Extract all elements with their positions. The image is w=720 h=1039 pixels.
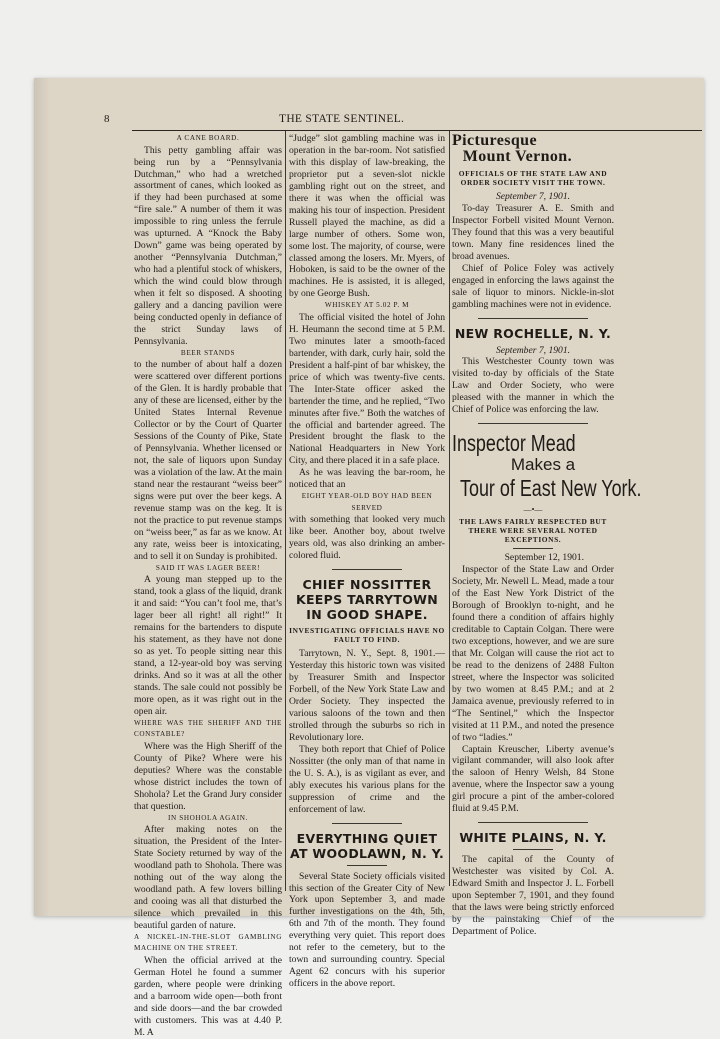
section-head-whiskey: WHISKEY AT 5.02 P. M (324, 301, 410, 310)
article-paragraph: After making notes on the situation, the President of the Inter-State Society returned by way of the woodland path to Shohola. There was nothing out of the way along the woodland path. A few lovers billing and cooing was all that disturbed the silence which prevailed in this beautiful garden of nature. (134, 824, 282, 931)
dateline-inspector-mead: September 12, 1901. (504, 552, 584, 564)
headline-white-plains: WHITE PLAINS, N. Y. (459, 830, 607, 846)
deck-tarrytown: INVESTIGATING OFFICIALS HAVE NO FAULT TO FIND. (289, 626, 445, 645)
dateline-mount-vernon: September 7, 1901. (495, 191, 571, 202)
headline-woodlawn-2: AT WOODLAWN, N. Y. (289, 845, 445, 861)
column-3 (452, 132, 642, 937)
section-head-beer-stands: BEER STANDS (180, 348, 236, 357)
article-paragraph: to the number of about half a dozen were scattered over different portions of the Glen. It is hardly probable that any of these are licensed, either by the United States Internal Revenue Collector or by the Court of Quarter Sessions of the County of Pike, State of Pennsylvania. Whether licensed or not, the sale of liquors upon Sunday was a violation of the law. At the main stand near the restaurant “weiss beer” signs were put over the beer kegs. A revenue stamp was on the keg. It is not the practice to put revenue stamps on “weiss beer,” as far as we know. At any rate, weiss beer is intoxicating, and to sell it on Sunday is prohibited. (134, 359, 282, 562)
headline-inspector-mead-3: Tour of East New York. (460, 475, 642, 502)
article-paragraph: Chief of Police Foley was actively engaged in enforcing the laws against the sale of liquor to minors. Nickle-in-slot gambling machines were not in evidence. (452, 262, 614, 310)
headline-mount-vernon-1: Picturesque (452, 132, 537, 149)
section-head-eight-year-old: EIGHT YEAR-OLD BOY HAD BEEN SERVED (301, 492, 433, 512)
article-paragraph: with something that looked very much like beer. Another boy, about twelve years old, was also drinking an amber-colored fluid. (289, 514, 445, 562)
dateline-new-rochelle: September 7, 1901. (495, 344, 571, 356)
article-paragraph: Captain Kreuscher, Liberty avenue’s vigilant commander, will also look after the saloon of Henry Welsh, 84 Stone avenue, where the Inspector saw a young girl procure a pint of the amber-colored fluid at 9.45 P.M. (452, 743, 614, 815)
article-paragraph: Where was the High Sheriff of the County of Pike? Where were his deputies? Where was the constable whose district includes the town of Shohola? Let the Grand Jury consider that question. (134, 740, 282, 812)
page-header (104, 113, 704, 131)
article-divider (478, 318, 588, 319)
section-head-lager-beer: SAID IT WAS LAGER BEER! (155, 563, 261, 572)
headline-tarrytown: CHIEF NOSSITTER KEEPS TARRYTOWN IN GOOD SHAPE. (295, 577, 439, 623)
section-head-gambling-machine: A NICKEL-IN-THE-SLOT GAMBLING MACHINE ON THE STREET. (134, 932, 282, 953)
article-divider (332, 823, 402, 824)
section-head-cane-board: A CANE BOARD. (176, 134, 240, 142)
section-head-sheriff: WHERE WAS THE SHERIFF AND THE CONSTABLE? (134, 718, 282, 739)
column-1 (134, 133, 282, 1038)
article-paragraph: “Judge” slot gambling machine was in operation in the bar-room. Not satisfied with this display of law-breaking, the proprietor put a seven-slot nickle gambling right out on the street, and there it was when the official was making his tour of inspection. President Russell played the machine, as did a large number of others. Some won, some lost. The majority, of course, were classed among the losers. Mr. Myers, of Hoboken, is said to be the owner of the machines. He is assisted, it is alleged, by one George Bush. (289, 133, 445, 300)
article-paragraph: This petty gambling affair was being run by a “Pennsylvania Dutchman,” who had a wretched assortment of canes, which looked as if they had been purchased at some “fire sale.” A number of them it was impossible to ring unless the ferrule was upturned. A “Knock the Baby Down” game was being operated by another “Pennsylvania Dutchman,” who had a plentiful stock of whiskers, which the wind could blow through when it felt so disposed. A shooting gallery and a dancing pavilion were being conducted openly in defiance of the strict Sunday laws of Pennsylvania. (134, 144, 282, 347)
column-rule-2 (449, 131, 450, 886)
page-title: THE STATE SENTINEL. (279, 113, 405, 125)
column-2 (289, 133, 445, 990)
article-paragraph: When the official arrived at the German Hotel he found a summer garden, where people were drinking and a barroom wide open—both front and side doors—and the bar crowded with customers. This was at 4.40 P. M. A (134, 954, 282, 1038)
headline-inspector-mead-1: Inspector Mead (452, 430, 576, 457)
headline-inspector-mead-2: Makes a (510, 455, 576, 475)
header-rule (132, 130, 702, 131)
headline-new-rochelle: NEW ROCHELLE, N. Y. (454, 325, 612, 341)
deck-mount-vernon: OFFICIALS OF THE STATE LAW AND ORDER SOCIETY VISIT THE TOWN. (458, 169, 608, 187)
article-divider (332, 569, 402, 570)
article-divider (513, 849, 553, 850)
section-head-shohola: IN SHOHOLA AGAIN. (168, 813, 248, 822)
article-paragraph: A young man stepped up to the stand, took a glass of the liquid, drank it and said: “You can’t fool me, that’s lager beer all right! all right!” It remains for the bartenders to dispute his statement, as they have not done so as yet. To people sitting near this stand, a 12-year-old boy was serving drinks. And so it was at all the other stands. The sale could not possibly be more open, as it was right out in the open air. (134, 574, 282, 717)
article-divider (513, 548, 553, 549)
column-rule-1 (285, 131, 286, 891)
article-paragraph: The capital of the County of Westchester was visited by Col. A. Edward Smith and Inspector J. L. Forbell upon September 7, 1901, and they found that the laws were being strictly enforced by the painstaking Chief of the Department of Police. (452, 854, 614, 937)
article-paragraph: To-day Treasurer A. E. Smith and Inspector Forbell visited Mount Vernon. They found that this was a very beautiful town. Many fine residences lined the broad avenues. (452, 202, 614, 262)
article-paragraph: Tarrytown, N. Y., Sept. 8, 1901.—Yesterday this historic town was visited by Treasurer Smith and Inspector Forbell, of the New York State Law and Order Society. They inspected the various saloons of the town and then strolled through the suburbs so rich in Revolutionary lore. (289, 648, 445, 743)
page-number: 8 (104, 113, 110, 125)
headline-mount-vernon-2: Mount Vernon. (462, 148, 572, 165)
paper-fold-shadow (34, 78, 50, 916)
ornament-divider: —•— (523, 505, 543, 515)
article-paragraph: The official visited the hotel of John H. Heumann the second time at 5 P.M. Two minutes later a smooth-faced bartender, with dark, curly hair, sold the President a half-pint of bar whiskey, the price of which was twenty-five cents. The Inter-State officer asked the bartender the time, and he replied, “Two minutes after five.” Both the watches of the official and bartender agreed. The President brought the flask to the National Headquarters in New York City, and there placed it in a safe place. (289, 311, 445, 467)
article-paragraph: Inspector of the State Law and Order Society, Mr. Newell L. Mead, made a tour of the East New York District of the Borough of Brooklyn to-night, and he found there a condition of affairs highly creditable to Captain Colgan. There were two exceptions, however, and we are sure that Mr. Colgan will cause the riot act to be read to the denizens of 2488 Fulton street, where the Inspector was solicited by two women at 8.45 P.M.; and at 2 Jamaica avenue, previously referred to in “The Sentinel,” which the Inspector visited at 11 P.M., and noted the presence of two “ladies.” (452, 564, 614, 743)
deck-inspector-mead: THE LAWS FAIRLY RESPECTED BUT THERE WERE SEVERAL NOTED EXCEPTIONS. (459, 517, 607, 545)
article-paragraph: As he was leaving the bar-room, he noticed that an (289, 467, 445, 491)
article-divider (347, 865, 387, 866)
article-paragraph: This Westchester County town was visited to-day by officials of the State Law and Order Society, who were pleased with the manner in which the Chief of Police was enforcing the law. (452, 356, 614, 416)
article-paragraph: Several State Society officials visited this section of the Greater City of New York upon September 3, and made further investigations on the 4th, 5th, 6th and 7th of the month. They found everything very quiet. This report does not refer to the cemetery, but to the town and surrounding country. Special Agent 62 concurs with his superior officers in the above report. (289, 870, 445, 990)
headline-woodlawn-1: EVERYTHING QUIET (296, 830, 438, 846)
article-divider (478, 423, 588, 424)
article-paragraph: They both report that Chief of Police Nossitter (the only man of that name in the U. S. A.), is as vigilant as ever, and ably executes his various plans for the suppression of crime and the enforcement of law. (289, 743, 445, 815)
article-divider (478, 822, 588, 823)
